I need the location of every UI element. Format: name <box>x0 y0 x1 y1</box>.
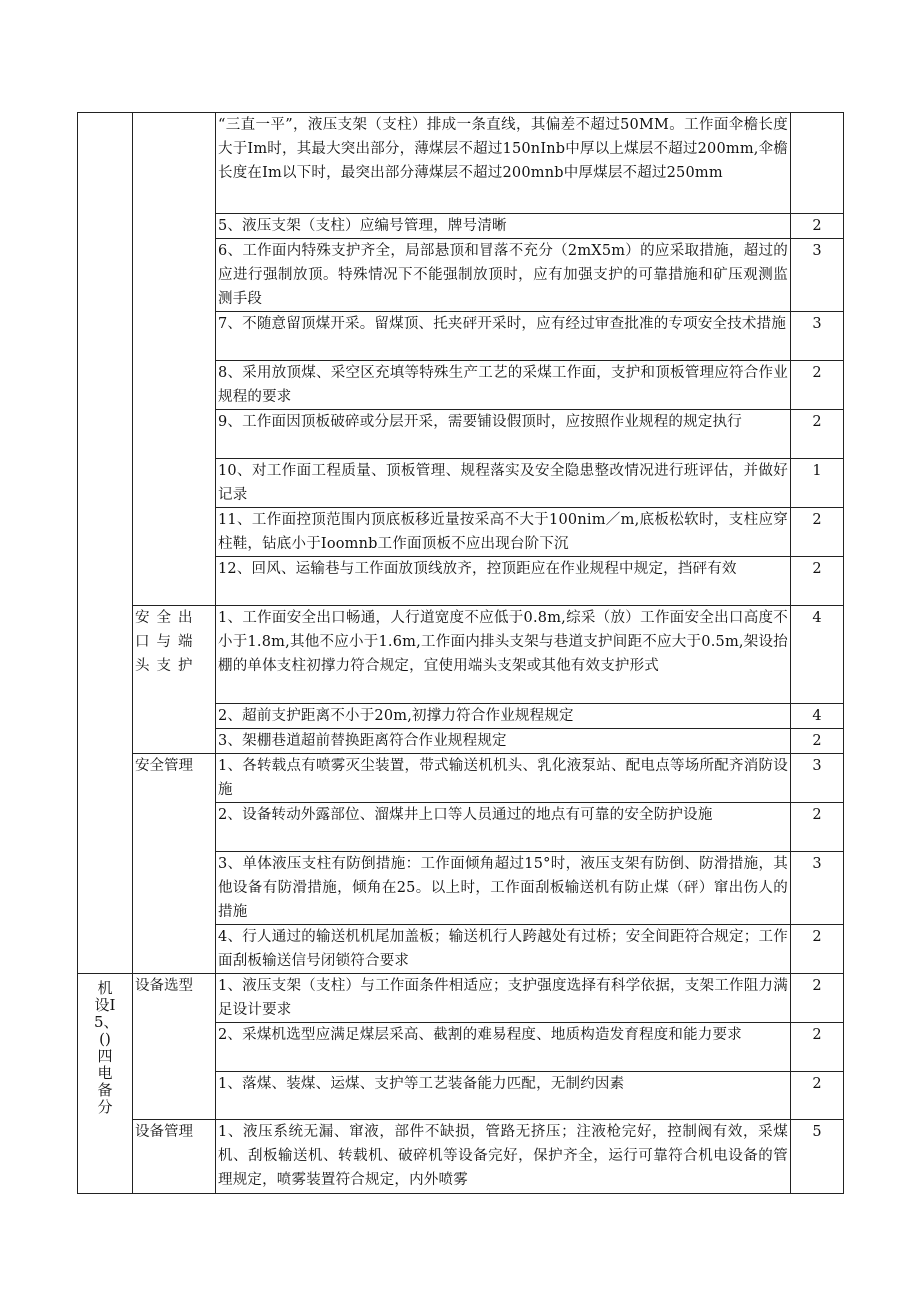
requirement-cell: 2、超前支护距离不小于20m,初撑力符合作业规程规定 <box>216 704 791 729</box>
score-cell: 3 <box>791 754 844 803</box>
outer-category-cell <box>78 113 133 974</box>
requirement-cell: 2、采煤机选型应满足煤层采高、截割的难易程度、地质构造发育程度和能力要求 <box>216 1023 791 1072</box>
score-cell: 2 <box>791 729 844 754</box>
score-cell: 5 <box>791 1120 844 1194</box>
table-row <box>78 754 844 803</box>
requirement-cell: 7、不随意留顶煤开采。留煤顶、托夹砰开采时，应有经过审查批准的专项安全技术措施 <box>216 312 791 361</box>
requirement-cell: 3、架棚巷道超前替换距离符合作业规程规定 <box>216 729 791 754</box>
requirement-cell: 11、工作面控顶范围内顶底板移近量按采高不大于100nim／m,底板松软时，支柱应穿柱鞋，钻底小于Ioomnb工作面顶板不应出现台阶下沉 <box>216 508 791 557</box>
requirement-cell: 10、对工作面工程质量、顶板管理、规程落实及安全隐患整改情况进行班评估，并做好记录 <box>216 459 791 508</box>
table-row <box>78 113 844 214</box>
subcategory-cell <box>133 113 216 606</box>
score-cell: 4 <box>791 704 844 729</box>
score-cell: 2 <box>791 557 844 606</box>
score-cell: 2 <box>791 214 844 239</box>
requirement-cell: 1、落煤、装煤、运煤、支护等工艺装备能力匹配，无制约因素 <box>216 1072 791 1120</box>
subcategory-cell: 安全管理 <box>133 754 216 974</box>
requirement-cell: 4、行人通过的输送机机尾加盖板；输送机行人跨越处有过桥；安全间距符合规定；工作面刮板输送信号闭锁符合要求 <box>216 925 791 974</box>
subcategory-cell: 安全出口与端头支护 <box>133 606 216 754</box>
requirement-cell: “三直一平”，液压支架（支柱）排成一条直线，其偏差不超过50MM。工作面伞檐长度大于Im时，其最大突出部分，薄煤层不超过150nInb中厚以上煤层不超过200mm,伞檐长度在Im以下时，最突出部分薄煤层不超过200mnb中厚煤层不超过250mm <box>216 113 791 214</box>
requirement-cell: 1、液压系统无漏、窜液，部件不缺损，管路无挤压；注液枪完好，控制阀有效，采煤机、刮板输送机、转载机、破碎机等设备完好，保护齐全，运行可靠符合机电设备的管理规定，喷雾装置符合规定，内外喷雾 <box>216 1120 791 1194</box>
table-row <box>78 1120 844 1194</box>
requirement-cell: 9、工作面因顶板破碎或分层开采，需要铺设假顶时，应按照作业规程的规定执行 <box>216 410 791 459</box>
score-cell: 2 <box>791 508 844 557</box>
table-row <box>78 974 844 1023</box>
scoring-table <box>77 112 844 1194</box>
outer-category-label: 机设I5、()四电备分 <box>94 979 119 1116</box>
score-cell: 2 <box>791 1023 844 1072</box>
score-cell: 3 <box>791 852 844 925</box>
requirement-cell: 2、设备转动外露部位、溜煤井上口等人员通过的地点有可靠的安全防护设施 <box>216 803 791 852</box>
score-cell: 3 <box>791 239 844 312</box>
score-cell: 2 <box>791 925 844 974</box>
table-row <box>78 606 844 704</box>
requirement-cell: 1、各转载点有喷雾灭尘装置，带式输送机机头、乳化液泵站、配电点等场所配齐消防设施 <box>216 754 791 803</box>
requirement-cell: 1、工作面安全出口畅通，人行道宽度不应低于0.8m,综采（放）工作面安全出口高度不小于1.8m,其他不应小于1.6m,工作面内排头支架与巷道支护间距不应大于0.5m,架设抬棚的单体支柱初撑力符合规定，宜使用端头支架或其他有效支护形式 <box>216 606 791 704</box>
score-cell: 1 <box>791 459 844 508</box>
outer-category-cell <box>78 974 133 1194</box>
requirement-cell: 5、液压支架（支柱）应编号管理，牌号清晰 <box>216 214 791 239</box>
score-cell <box>791 113 844 214</box>
requirement-cell: 8、采用放顶煤、采空区充填等特殊生产工艺的采煤工作面，支护和顶板管理应符合作业规程的要求 <box>216 361 791 410</box>
requirement-cell: 12、回风、运输巷与工作面放顶线放齐，控顶距应在作业规程中规定，挡砰有效 <box>216 557 791 606</box>
subcategory-cell: 设备管理 <box>133 1120 216 1194</box>
requirement-cell: 3、单体液压支柱有防倒措施：工作面倾角超过15°时，液压支架有防倒、防滑措施，其他设备有防滑措施，倾角在25。以上时，工作面刮板输送机有防止煤（砰）窜出伤人的措施 <box>216 852 791 925</box>
score-cell: 2 <box>791 1072 844 1120</box>
score-cell: 2 <box>791 410 844 459</box>
score-cell: 3 <box>791 312 844 361</box>
score-cell: 2 <box>791 361 844 410</box>
subcategory-cell: 设备选型 <box>133 974 216 1120</box>
requirement-cell: 1、液压支架（支柱）与工作面条件相适应；支护强度选择有科学依据，支架工作阻力满足设计要求 <box>216 974 791 1023</box>
score-cell: 4 <box>791 606 844 704</box>
score-cell: 2 <box>791 803 844 852</box>
score-cell: 2 <box>791 974 844 1023</box>
requirement-cell: 6、工作面内特殊支护齐全，局部悬顶和冒落不充分（2mX5m）的应采取措施，超过的应进行强制放顶。特殊情况下不能强制放顶时，应有加强支护的可靠措施和矿压观测监测手段 <box>216 239 791 312</box>
